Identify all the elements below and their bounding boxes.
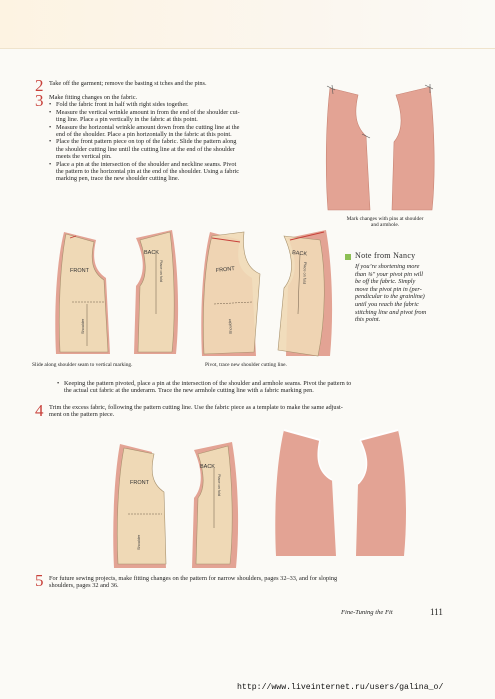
step-3-text: Make fitting changes on the fabric.	[49, 94, 138, 101]
note-marker-icon	[345, 254, 351, 260]
step-5-number: 5	[35, 571, 44, 590]
place-on-fold-label: Place on fold	[159, 260, 163, 282]
shoulder-label: Shoulder	[81, 318, 85, 334]
header-band	[0, 0, 495, 48]
footer-title: Fine-Tuning the Fit	[341, 609, 393, 616]
caption-pivot-trace: Pivot, trace new shoulder cutting line.	[205, 362, 287, 368]
back-label: BACK	[200, 464, 215, 470]
page-number: 111	[430, 607, 443, 617]
watermark-url: http://www.liveinternet.ru/users/galina_o/	[237, 683, 444, 692]
shoulder-label: Shoulder	[137, 534, 141, 550]
caption-mark-changes: Mark changes with pins at shoulder and armhole.	[346, 216, 424, 229]
step-3-bullet: • Place the front pattern piece on top of the fabric. Slide the pattern along	[49, 138, 324, 145]
place-on-fold-label: Place on fold	[217, 474, 221, 496]
step-3-bullet-cont: ting line. Place a pin vertically in the fabric at this point.	[56, 116, 198, 124]
front-label: FRONT	[215, 266, 236, 274]
step-2-text: Take off the garment; remove the basting st tches and the pins.	[49, 80, 207, 87]
step-4-text: Trim the excess fabric, following the pattern cutting line. Use the fabric piece as a template to make the same adjust- ment on the pattern piece.	[49, 404, 343, 419]
step-3-bullet: • Place a pin at the intersection of the shoulder and neckline seams. Pivot	[49, 161, 324, 168]
step-4-number: 4	[35, 401, 44, 420]
step-2-number: 2	[35, 76, 44, 95]
step-3-block	[49, 94, 324, 183]
step-3-bullet-cont: marking pen, trace the new shoulder cutting line.	[56, 175, 180, 183]
note-body: If you’re shortening more than ⅜" your pivot pin will be off the fabric. Simply move the pivot pin in (per- pendicular to the grainline) until you reach the fabric stitching line and pivot from this point.	[355, 263, 427, 324]
slide-shoulder-illustration	[52, 224, 190, 358]
step-3-bullet-cont: meets the vertical pin.	[56, 153, 112, 161]
header-rule	[0, 48, 495, 49]
caption-slide-along: Slide along shoulder seam to vertical marking.	[32, 362, 133, 368]
trimmed-fabric-illustration	[272, 424, 422, 560]
step-3-bullet: • Measure the horizontal wrinkle amount down from the cutting line at the	[49, 124, 324, 131]
place-on-fold-label: Place on fold	[302, 261, 307, 285]
step-5-text: For future sewing projects, make fitting changes on the pattern for narrow shoulders, pages 32–33, and for sloping shoulders, pages 32 and 36.	[49, 575, 338, 590]
front-label: FRONT	[130, 480, 149, 486]
trimmed-pattern-illustration	[110, 432, 250, 572]
continued-bullet: • Keeping the pattern pivoted, place a pin at the intersection of the shoulder and armhole seams. Pivot the pattern to the actual cut fabric at the underarm. Trace the new armhole cutting line with a fabric marking pen.	[57, 380, 462, 395]
front-label: FRONT	[70, 268, 89, 274]
step-3-bullet-cont: the shoulder cutting line until the cutting line at the end of the shoulder	[56, 145, 235, 153]
step-3-bullet-cont: end of the shoulder. Place a pin horizontally in the fabric at this point.	[56, 131, 232, 139]
back-label: BACK	[291, 250, 308, 258]
step-3-number: 3	[35, 91, 44, 110]
step-3-bullet: • Fold the fabric front in half with right sides together.	[49, 101, 324, 108]
back-label: BACK	[144, 250, 159, 256]
shoulder-label: Shoulder	[227, 318, 233, 335]
pivot-trace-illustration	[194, 222, 344, 360]
note-title: Note from Nancy	[355, 251, 416, 260]
fabric-pins-illustration	[322, 82, 442, 214]
step-3-bullet-cont: the pattern to the horizontal pin at the end of the shoulder. Using a fabric	[56, 168, 240, 176]
step-3-bullet: • Measure the vertical wrinkle amount in from the end of the shoulder cut-	[49, 109, 324, 116]
